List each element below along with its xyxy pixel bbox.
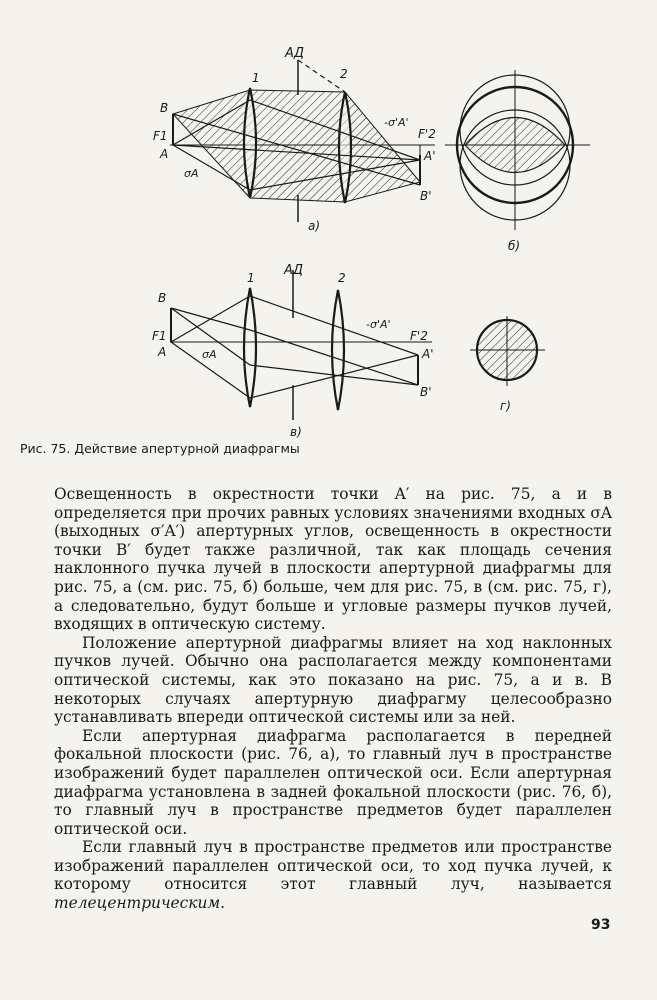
label-panel-b: б) [508,239,521,253]
label-focus-f1-v: F1 [152,329,167,343]
label-point-a-prime: A' [424,149,436,163]
label-lens-1: 1 [252,71,260,85]
panel-v-diagram [170,270,432,420]
label-panel-a: а) [308,219,321,233]
paragraph-4-end: . [220,894,226,913]
label-point-b-prime: B' [420,189,432,203]
label-lens-2-v: 2 [338,271,346,285]
paragraph-4-text: Если главный луч в пространстве предметов или пространстве изображений параллелен оптической оси, то ход пучка лучей, к которому относится этот главный луч, называется [54,838,612,894]
label-point-a-prime-v: A' [422,347,434,361]
label-sigma-a-v: σA [202,348,217,361]
label-sigma-a-prime: -σ'A' [384,116,409,129]
label-point-b-v: B [158,291,167,305]
label-aperture-ad: АД [285,46,305,61]
term-telecentric: телецентрическим [54,894,221,913]
panel-a-diagram [170,60,435,222]
label-lens-1-v: 1 [247,271,255,285]
figure-caption: Рис. 75. Действие апертурной диафрагмы [20,441,300,456]
label-point-a-v: A [158,345,167,359]
label-aperture-ad-v: АД [284,263,304,278]
label-sigma-a-prime-v: -σ'A' [366,318,391,331]
panel-g-diagram [470,316,545,386]
label-focus-f2: F'2 [418,127,436,141]
label-sigma-a: σA [184,167,199,180]
label-focus-f2-v: F'2 [410,329,428,343]
label-panel-v: в) [290,425,302,439]
label-focus-f1: F1 [153,129,168,143]
paragraph-1: Освещенность в окрестности точки A′ на рис. 75, а и в определяется при прочих равных условиях значениями входных σA (выходных σ′A′) апертурных углов, освещенность в окрестности точки B′ будет также различной, так как площадь сечения наклонного пучка лучей в плоскости апертурной диафрагмы для рис. 75, а (см. рис. 75, б) больше, чем для рис. 75, в (см. рис. 75, г), а следовательно, будут больше и угловые размеры пучков лучей, входящих в оптическую систему. [54,485,612,634]
label-lens-2: 2 [340,67,348,81]
paragraph-2: Положение апертурной диафрагмы влияет на ход наклонных пучков лучей. Обычно она располагается между компонентами оптической системы, как это показано на рис. 75, а и в. В некоторых случаях апертурную диафрагму целесообразно устанавливать впереди оптической системы или за ней. [54,633,612,727]
label-point-b: B [160,101,169,115]
panel-b-diagram [445,70,590,230]
label-point-b-prime-v: B' [420,385,432,399]
body-text [54,485,612,913]
page-number: 93 [591,917,611,933]
paragraph-4 [54,838,612,912]
label-panel-g: г) [500,399,511,413]
figure-75 [0,0,657,440]
label-point-a: A [160,147,169,161]
paragraph-3: Если апертурная диафрагма располагается в передней фокальной плоскости (рис. 76, а), то главный луч в пространстве изображений будет параллелен оптической оси. Если апертурная диафрагма установлена в задней фокальной плоскости (рис. 76, б), то главный луч в пространстве предметов будет параллелен оптической оси. [54,726,612,838]
